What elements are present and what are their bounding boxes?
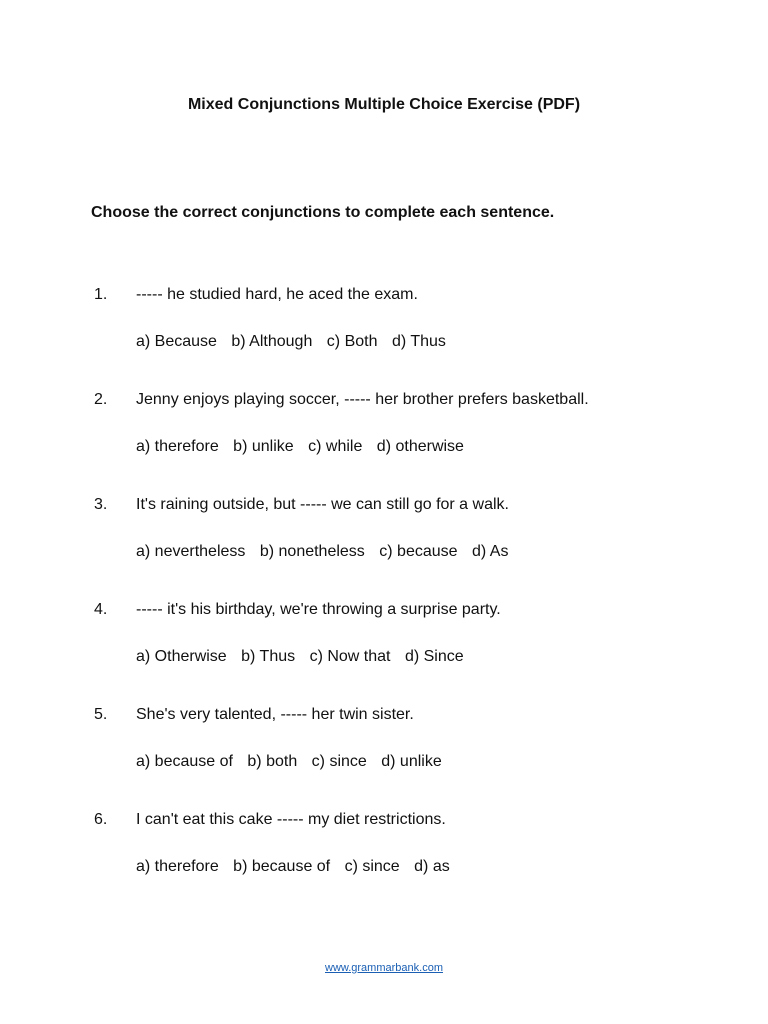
question-text: ----- it's his birthday, we're throwing a surprise party. (136, 601, 501, 618)
option-a: a) Because (136, 333, 217, 350)
option-b: b) Although (231, 333, 313, 350)
question-6 (0, 811, 768, 916)
question-options (136, 543, 518, 561)
option-b: b) Thus (241, 648, 296, 665)
option-d: d) unlike (381, 753, 442, 770)
question-2 (0, 391, 768, 496)
question-text: It's raining outside, but ----- we can still go for a walk. (136, 496, 509, 513)
question-number: 2. (94, 391, 108, 408)
question-text: She's very talented, ----- her twin sister. (136, 706, 414, 723)
option-a: a) therefore (136, 438, 219, 455)
option-a: a) Otherwise (136, 648, 227, 665)
option-c: c) because (379, 543, 458, 560)
question-number: 4. (94, 601, 108, 618)
option-a: a) because of (136, 753, 233, 770)
option-d: d) Thus (391, 333, 446, 350)
question-4 (0, 601, 768, 706)
option-b: b) because of (233, 858, 331, 875)
option-d: d) otherwise (376, 438, 464, 455)
page-title: Mixed Conjunctions Multiple Choice Exercise (PDF) (187, 96, 581, 113)
option-b: b) both (247, 753, 298, 770)
question-1 (0, 286, 768, 391)
website-link[interactable]: www.grammarbank.com (325, 962, 443, 974)
question-text: I can't eat this cake ----- my diet restrictions. (136, 811, 446, 828)
question-5 (0, 706, 768, 811)
question-number: 3. (94, 496, 108, 513)
option-d: d) Since (404, 648, 464, 665)
question-text: ----- he studied hard, he aced the exam. (136, 286, 418, 303)
option-c: c) since (311, 753, 367, 770)
question-3 (0, 496, 768, 601)
question-options (136, 438, 474, 456)
question-number: 5. (94, 706, 108, 723)
option-b: b) nonetheless (259, 543, 365, 560)
option-a: a) nevertheless (136, 543, 246, 560)
footer (0, 962, 768, 974)
question-number: 6. (94, 811, 108, 828)
question-options (136, 333, 456, 351)
option-b: b) unlike (233, 438, 294, 455)
question-list (0, 286, 768, 916)
option-c: c) since (344, 858, 400, 875)
option-c: c) while (308, 438, 363, 455)
question-options (136, 648, 474, 666)
instructions: Choose the correct conjunctions to complete each sentence. (91, 204, 555, 221)
question-options (136, 753, 452, 771)
option-d: d) as (414, 858, 450, 875)
question-text: Jenny enjoys playing soccer, ----- her brother prefers basketball. (136, 391, 589, 408)
question-number: 1. (94, 286, 108, 303)
option-c: c) Now that (309, 648, 391, 665)
option-c: c) Both (326, 333, 378, 350)
option-a: a) therefore (136, 858, 219, 875)
option-d: d) As (471, 543, 509, 560)
question-options (136, 858, 460, 876)
